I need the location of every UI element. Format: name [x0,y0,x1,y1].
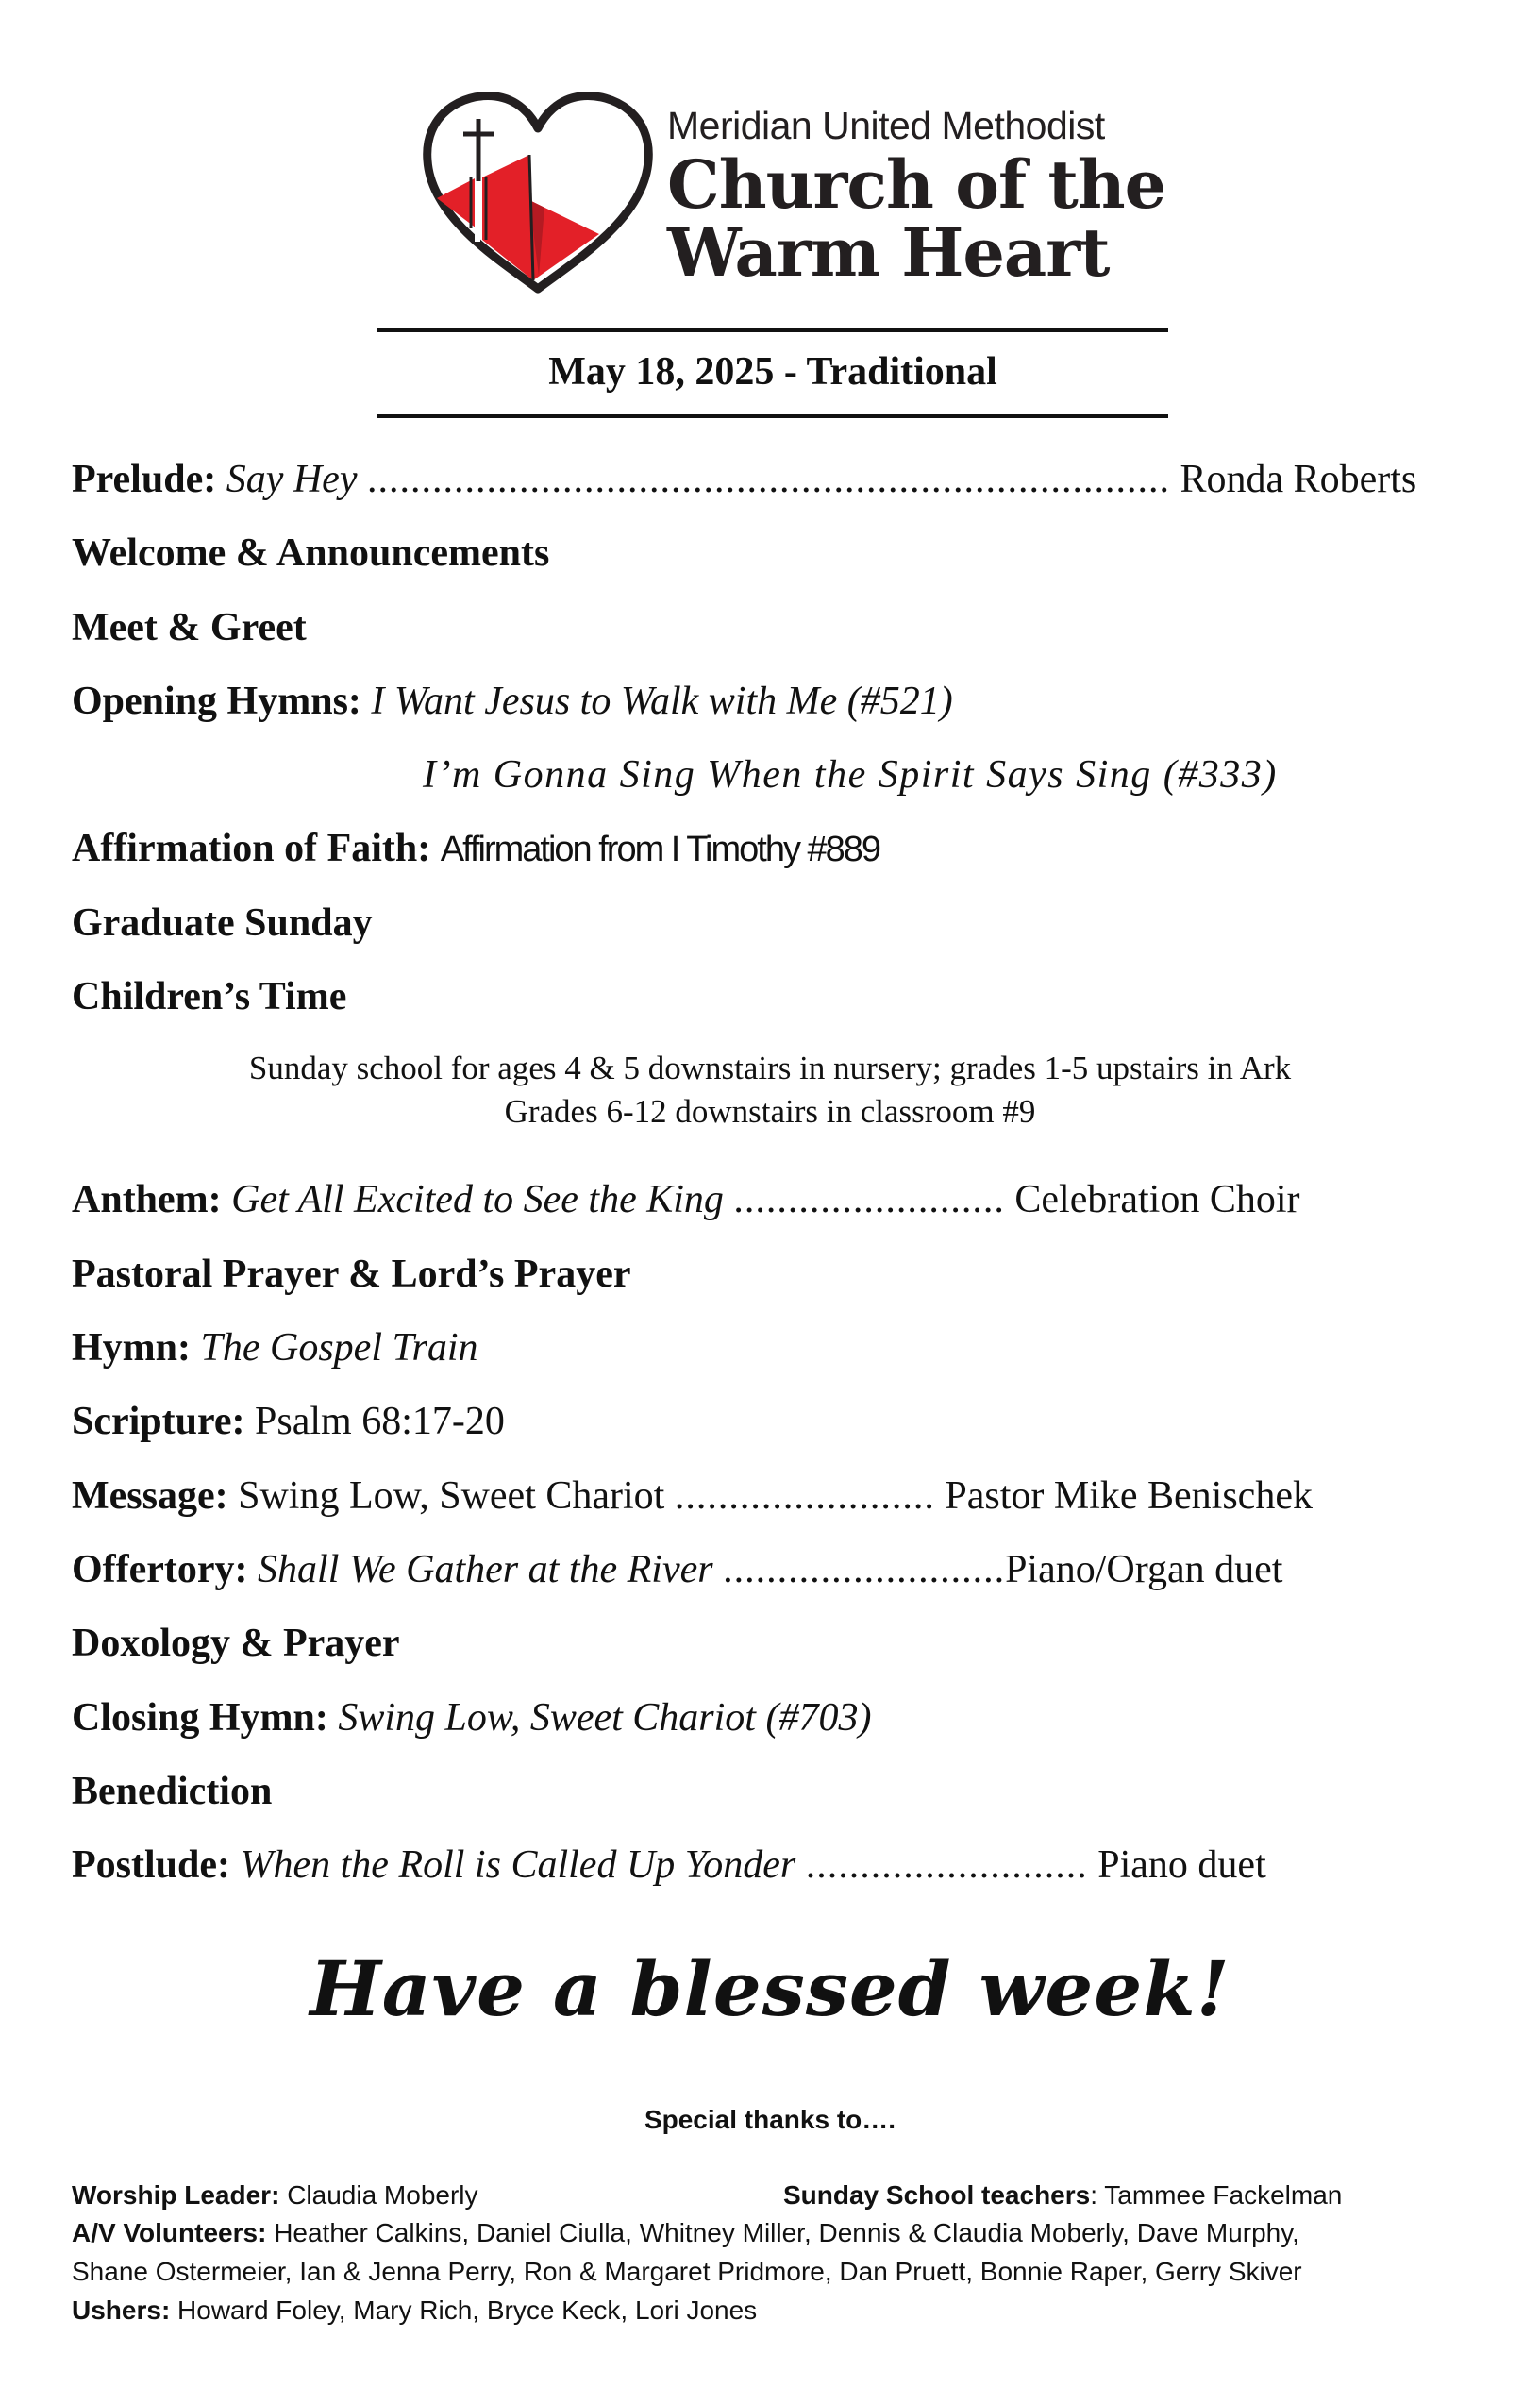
av-credit-line1 [72,2218,1299,2248]
hymn-line [72,1325,478,1371]
affirmation-text: Affirmation from I Timothy #889 [440,830,880,869]
prayers-label: Pastoral Prayer & Lord’s Prayer [72,1253,631,1296]
closing-hymn-line [72,1695,871,1741]
anthem-performer: Celebration Choir [1014,1178,1300,1221]
message-speaker: Pastor Mike Benischek [945,1474,1313,1518]
opening-hymns-line [72,679,953,724]
closing-hymn-label: Closing Hymn: [72,1696,328,1740]
anthem-dots: ......................... [733,1178,1005,1221]
benediction-line [72,1769,272,1814]
scripture-line [72,1399,505,1444]
church-name-line1: Church of the [667,145,1166,224]
hymn-title: The Gospel Train [200,1326,478,1370]
church-subtitle: Meridian United Methodist [667,104,1105,147]
av-credit-line2 [72,2257,1302,2287]
worship-leader-label: Worship Leader: [72,2180,280,2210]
childrens-time-line [72,974,346,1019]
prelude-title: Say Hey [226,458,358,501]
message-label: Message: [72,1474,228,1518]
benediction-label: Benediction [72,1770,273,1813]
special-thanks-heading: Special thanks to…. [644,2105,896,2134]
childrens-time-label: Children’s Time [72,975,347,1018]
prelude-line [72,457,1416,502]
prelude-dots: .......................................................................... [366,458,1170,501]
offertory-label: Offertory: [72,1548,248,1591]
ushers-credit [72,2296,757,2326]
scripture-label: Scripture: [72,1400,245,1443]
av-names-1: Heather Calkins, Daniel Ciulla, Whitney Miller, Dennis & Claudia Moberly, Dave Murphy, [274,2218,1299,2247]
sunday-school-label: Sunday School teachers [783,2180,1091,2210]
scripture-text: Psalm 68:17-20 [255,1400,505,1443]
worship-leader-name: Claudia Moberly [287,2180,478,2210]
offertory-performer: Piano/Organ duet [1005,1548,1283,1591]
doxology-line [72,1621,400,1666]
sunday-school-note-2: Grades 6-12 downstairs in classroom #9 [504,1093,1036,1130]
opening-hymn-2-line [423,752,1278,798]
prayers-line [72,1252,630,1297]
message-line [72,1473,1313,1519]
av-label: A/V Volunteers: [72,2218,267,2247]
sunday-school-note-1: Sunday school for ages 4 & 5 downstairs in nursery; grades 1-5 upstairs in Ark [248,1050,1292,1086]
graduate-label: Graduate Sunday [72,901,373,945]
sunday-school-names: : Tammee Fackelman [1090,2180,1343,2210]
heart-cross-icon [420,87,656,304]
meet-greet-line [72,605,307,650]
prelude-label: Prelude: [72,458,217,501]
graduate-line [72,900,373,946]
church-name-line2: Warm Heart [667,213,1110,292]
anthem-line [72,1177,1300,1222]
church-logo [420,87,1166,304]
closing-hymn-title: Swing Low, Sweet Chariot (#703) [338,1696,872,1740]
service-date: May 18, 2025 - Traditional [548,350,997,394]
anthem-label: Anthem: [72,1178,222,1221]
worship-leader-credit [72,2180,478,2211]
postlude-performer: Piano duet [1097,1843,1266,1887]
postlude-dots: .......................... [805,1843,1088,1887]
top-divider [377,328,1168,332]
welcome-line [72,530,549,576]
ushers-names: Howard Foley, Mary Rich, Bryce Keck, Lori Jones [177,2296,758,2325]
av-names-2: Shane Ostermeier, Ian & Jenna Perry, Ron & Margaret Pridmore, Dan Pruett, Bonnie Raper, Gerry Skiver [72,2257,1302,2286]
opening-hymn-2: I’m Gonna Sing When the Spirit Says Sing (#333) [423,753,1278,797]
offertory-line [72,1547,1282,1592]
postlude-line [72,1842,1266,1888]
prelude-performer: Ronda Roberts [1180,458,1417,501]
bottom-divider [377,414,1168,418]
ushers-label: Ushers: [72,2296,171,2325]
meet-greet-label: Meet & Greet [72,606,307,649]
message-dots: ........................ [674,1474,935,1518]
welcome-label: Welcome & Announcements [72,531,550,575]
postlude-label: Postlude: [72,1843,230,1887]
opening-hymn-1: I Want Jesus to Walk with Me (#521) [371,680,953,723]
sunday-school-credit [783,2180,1342,2211]
affirmation-label: Affirmation of Faith: [72,827,431,870]
postlude-title: When the Roll is Called Up Yonder [240,1843,796,1887]
hymn-label: Hymn: [72,1326,191,1370]
opening-hymns-label: Opening Hymns: [72,680,361,723]
offertory-dots: .......................... [723,1548,1006,1591]
affirmation-line [72,826,879,871]
blessing-message: Have a blessed week! [310,1944,1230,2033]
doxology-label: Doxology & Prayer [72,1622,400,1665]
offertory-title: Shall We Gather at the River [258,1548,713,1591]
message-text: Swing Low, Sweet Chariot [238,1474,665,1518]
anthem-title: Get All Excited to See the King [231,1178,724,1221]
